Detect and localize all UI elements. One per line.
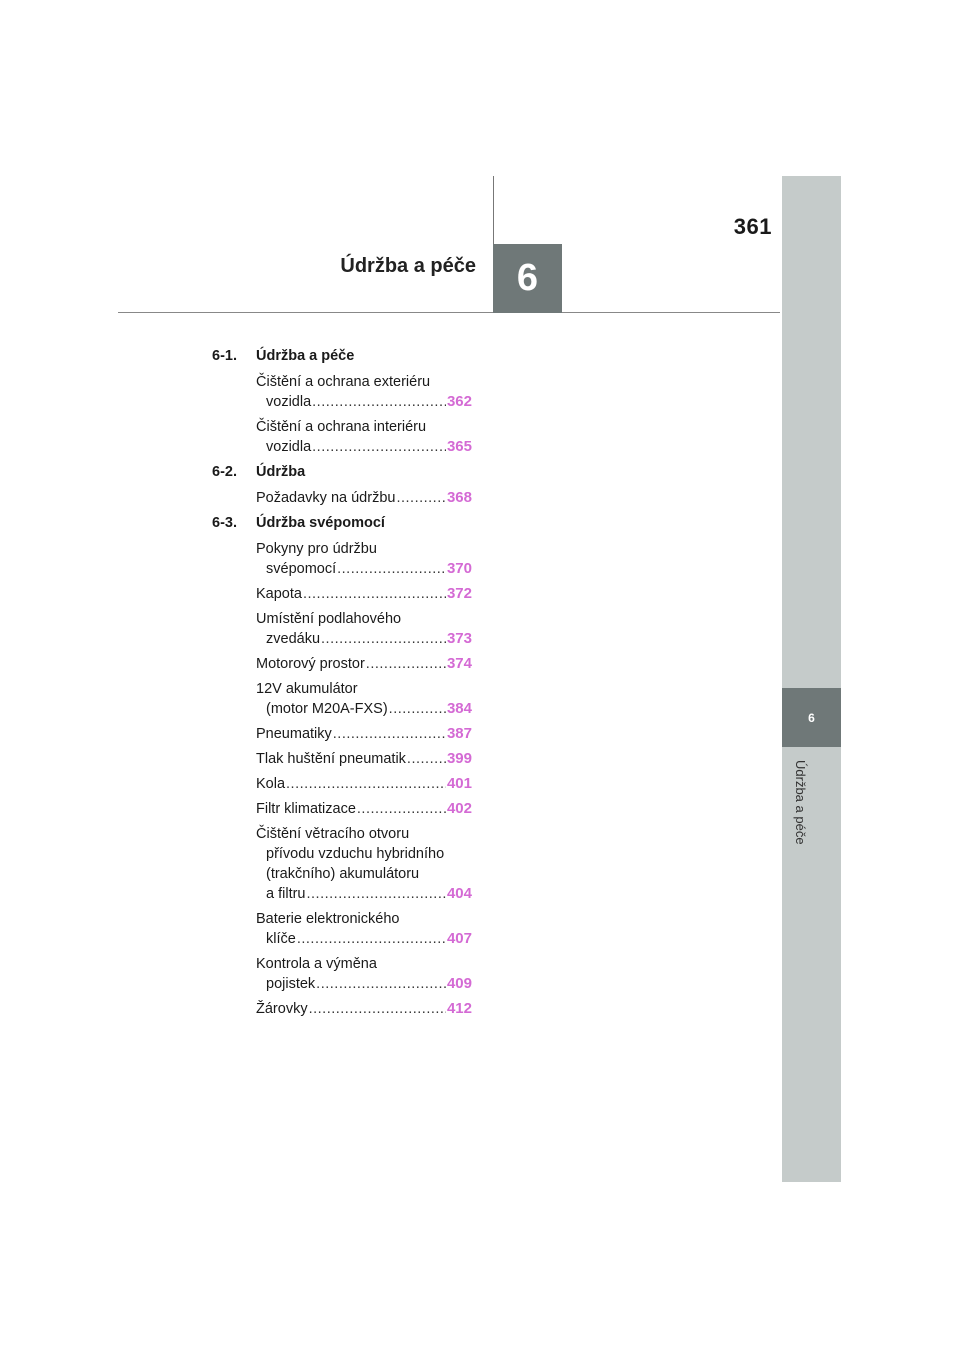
dot-leader xyxy=(321,629,446,649)
entry-text-line: Požadavky na údržbu xyxy=(256,490,396,506)
entry-text-line: a filtru xyxy=(266,886,306,902)
dot-leader xyxy=(303,584,446,604)
toc-entry[interactable] xyxy=(256,799,472,819)
entry-leader-row xyxy=(256,654,472,674)
page-link[interactable]: 374 xyxy=(446,655,472,672)
section-number: 6-2. xyxy=(212,464,237,480)
toc-entry[interactable] xyxy=(256,372,472,412)
entry-text-line: pojistek xyxy=(266,976,316,992)
table-of-contents xyxy=(212,346,472,1024)
entry-text-line: Umístění podlahového xyxy=(256,611,402,627)
page-link[interactable]: 412 xyxy=(446,1000,472,1017)
entry-text-line: zvedáku xyxy=(266,631,321,647)
page-link[interactable]: 409 xyxy=(446,975,472,992)
page-link[interactable]: 401 xyxy=(446,775,472,792)
entry-text-line: Žárovky xyxy=(256,1001,308,1017)
section-title: Údržba svépomocí xyxy=(256,515,385,531)
page-link[interactable]: 407 xyxy=(446,930,472,947)
entry-text-line: 12V akumulátor xyxy=(256,681,358,697)
page-number: 361 xyxy=(733,214,772,239)
page-link[interactable]: 384 xyxy=(446,700,472,717)
toc-entry[interactable] xyxy=(256,999,472,1019)
page-link[interactable]: 368 xyxy=(446,489,472,506)
side-tab-number[interactable]: 6 xyxy=(782,688,841,747)
entry-leader-row xyxy=(256,974,472,994)
entry-text-line: Baterie elektronického xyxy=(256,911,400,927)
toc-entry[interactable] xyxy=(256,417,472,457)
toc-entry[interactable] xyxy=(256,609,472,649)
entry-text-line: Tlak huštění pneumatik xyxy=(256,751,406,767)
page-link[interactable]: 399 xyxy=(446,750,472,767)
toc-section xyxy=(212,513,472,533)
entry-text-line: svépomocí xyxy=(266,561,337,577)
dot-leader xyxy=(366,654,446,674)
entry-text-line: Filtr klimatizace xyxy=(256,801,356,817)
page-link[interactable]: 373 xyxy=(446,630,472,647)
side-tab-label: Údržba a péče xyxy=(793,760,808,845)
entry-text-line: Čištění a ochrana interiéru xyxy=(256,419,427,435)
entry-leader-row xyxy=(256,584,472,604)
page-link[interactable]: 387 xyxy=(446,725,472,742)
header-vertical-rule xyxy=(493,176,494,244)
dot-leader xyxy=(309,999,446,1019)
entry-text-line: Motorový prostor xyxy=(256,656,365,672)
toc-entry[interactable] xyxy=(256,488,472,508)
dot-leader xyxy=(337,559,446,579)
entry-leader-row xyxy=(256,724,472,744)
toc-entry[interactable] xyxy=(256,954,472,994)
section-title: Údržba xyxy=(256,464,306,480)
toc-entry[interactable] xyxy=(256,679,472,719)
entry-leader-row xyxy=(256,999,472,1019)
entry-leader-row xyxy=(256,629,472,649)
page-link[interactable]: 370 xyxy=(446,560,472,577)
toc-entry[interactable] xyxy=(256,654,472,674)
entry-leader-row xyxy=(256,392,472,412)
dot-leader xyxy=(286,774,446,794)
toc-entry[interactable] xyxy=(256,539,472,579)
entry-text-line: Kapota xyxy=(256,586,302,602)
dot-leader xyxy=(312,392,446,412)
entry-text-line: Pokyny pro údržbu xyxy=(256,541,377,557)
entry-leader-row xyxy=(256,559,472,579)
chapter-number-box: 6 xyxy=(493,244,562,313)
entry-text-line: Čištění větracího otvoru xyxy=(256,826,410,842)
entry-leader-row xyxy=(256,699,472,719)
entry-text-line: Čištění a ochrana exteriéru xyxy=(256,374,431,390)
dot-leader xyxy=(389,699,446,719)
dot-leader xyxy=(312,437,446,457)
dot-leader xyxy=(307,884,446,904)
entry-text-line: klíče xyxy=(266,931,296,947)
toc-section xyxy=(212,462,472,482)
page-link[interactable]: 365 xyxy=(446,438,472,455)
toc-entry[interactable] xyxy=(256,749,472,769)
dot-leader xyxy=(396,488,446,508)
entry-text-line: Kola xyxy=(256,776,286,792)
section-number: 6-1. xyxy=(212,348,237,364)
entry-leader-row xyxy=(256,884,472,904)
entry-text-line: vozidla xyxy=(266,439,312,455)
entry-leader-row xyxy=(256,929,472,949)
page-link[interactable]: 362 xyxy=(446,393,472,410)
entry-leader-row xyxy=(256,749,472,769)
dot-leader xyxy=(297,929,446,949)
page-link[interactable]: 402 xyxy=(446,800,472,817)
entry-text-line: vozidla xyxy=(266,394,312,410)
side-strip xyxy=(782,176,841,1182)
entry-leader-row xyxy=(256,774,472,794)
chapter-title: Údržba a péče xyxy=(340,255,476,277)
section-number: 6-3. xyxy=(212,515,237,531)
toc-entry[interactable] xyxy=(256,824,472,904)
toc-entry[interactable] xyxy=(256,724,472,744)
toc-section xyxy=(212,346,472,366)
entry-text-line: Pneumatiky xyxy=(256,726,332,742)
header-rule xyxy=(118,312,780,313)
section-title: Údržba a péče xyxy=(256,348,355,364)
entry-leader-row xyxy=(256,799,472,819)
toc-entry[interactable] xyxy=(256,584,472,604)
entry-leader-row xyxy=(256,437,472,457)
page-link[interactable]: 372 xyxy=(446,585,472,602)
entry-text-line: přívodu vzduchu hybridního xyxy=(266,846,445,862)
toc-entry[interactable] xyxy=(256,774,472,794)
dot-leader xyxy=(333,724,446,744)
dot-leader xyxy=(316,974,446,994)
entry-text-line: (trakčního) akumulátoru xyxy=(266,866,420,882)
page-link[interactable]: 404 xyxy=(446,885,472,902)
toc-entry[interactable] xyxy=(256,909,472,949)
entry-text-line: (motor M20A-FXS) xyxy=(266,701,388,717)
dot-leader xyxy=(357,799,446,819)
entry-text-line: Kontrola a výměna xyxy=(256,956,377,972)
dot-leader xyxy=(407,749,446,769)
entry-leader-row xyxy=(256,488,472,508)
